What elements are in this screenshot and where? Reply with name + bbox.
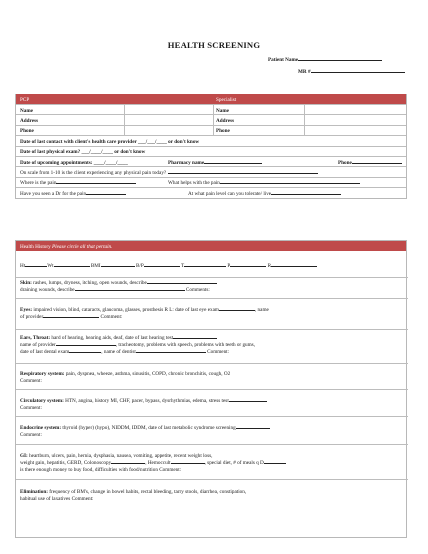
pharmacy-name-label: Pharmacy name xyxy=(168,160,262,166)
skin-block: Skin: rashes, lumps, dryness, itching, open wounds, describe draining wounds, describe Comments: xyxy=(20,280,404,294)
health-history-note: Please circle all that pertain. xyxy=(51,243,113,250)
endocrine-block: Endocrine system: thyroid (hyper) (hypo), NIDDM, IDDM, date of last metabolic syndrome screening Comment: xyxy=(20,425,404,439)
patient-name-row xyxy=(268,57,382,63)
last-physical-row xyxy=(16,146,406,156)
mr-field[interactable] xyxy=(311,72,405,73)
pain-dr-question: Have you seen a Dr for the pain xyxy=(20,191,126,197)
upcoming-appt-question: Date of upcoming appointments: ____/____/____ xyxy=(20,159,128,166)
elimination-block: Elimination: frequency of BM's, change in bowel habits, rectal bleeding, tarry stools, diarrhea, constipation, habitual use of laxatives Comment: xyxy=(20,489,247,503)
pain-where-question: Where is the pain xyxy=(20,180,136,186)
health-history-title: Health History xyxy=(20,243,51,250)
health-history-header xyxy=(16,241,406,251)
pcp-address-label: Address xyxy=(20,117,39,124)
eyes-block: Eyes: impaired vision, blind, cataracts, glaucoma, glasses, prosthesis R L: date of last eye exam , name of provider Comment: xyxy=(20,307,269,321)
name-row xyxy=(16,104,406,114)
patient-name-label: Patient Name xyxy=(268,57,299,63)
pharmacy-phone-label: Phone xyxy=(338,160,402,166)
last-physical-question: Date of last physical exam? ___/____/____ or don't know xyxy=(20,149,146,156)
contact-table-header xyxy=(16,94,406,104)
mr-label: MR # xyxy=(298,69,311,75)
patient-name-field[interactable] xyxy=(298,60,382,61)
specialist-phone-label: Phone xyxy=(216,128,230,135)
ears-block: Ears, Throat: hard of hearing, hearing aids, deaf, date of last hearing test name of provider , tracheotomy, problems with speech, problems with teeth or gums, date of last dental exam , name of dentist Comment: xyxy=(20,335,255,356)
gi-block: GI: heartburn, ulcers, pain, hernia, dysphasia, nausea, vomiting, appetite, recent weight loss, weight gain, hepatitis, GERD, Colonoscopy , Hemoccult , special diet, # of meals q D is there enough money to buy food, difficulties with food/nutrition Comment: xyxy=(20,453,404,475)
pcp-name-label: Name xyxy=(20,107,33,114)
pain-where-row xyxy=(16,177,406,187)
pain-helps-question: What helps with the pain xyxy=(168,180,360,186)
phone-row xyxy=(16,125,406,135)
contact-table xyxy=(15,94,407,199)
pain-dr-row xyxy=(16,187,406,197)
pcp-header: PCP xyxy=(20,96,30,103)
pain-tolerate-question: At what pain level can you tolerate/ live xyxy=(188,191,341,197)
upcoming-appt-row xyxy=(16,156,406,166)
last-contact-question: Date of last contact with client's health care provider ___/___/____ or don't know xyxy=(20,138,200,145)
respiratory-block: Respiratory system: pain, dyspnea, wheeze, asthma, sinusitis, COPD, chronic bronchitis, cough, O2 Comment: xyxy=(20,371,231,385)
last-contact-row xyxy=(16,135,406,145)
mr-row xyxy=(298,69,405,75)
vitals-row: Ht Wt BMI B/P T P R xyxy=(20,263,404,270)
circulatory-block: Circulatory system: HTN, angina, history MI, CHF, pacer, bypass, dysrhythmias, edema, stress test Comment: xyxy=(20,398,404,412)
health-history-section xyxy=(15,240,407,538)
page-title: HEALTH SCREENING xyxy=(167,40,261,50)
pain-scale-question: On scale from 1-10 is the client experiencing any physical pain today? xyxy=(20,170,318,176)
address-row xyxy=(16,114,406,124)
specialist-header: Specialist xyxy=(216,96,237,103)
pcp-phone-label: Phone xyxy=(20,128,34,135)
pain-scale-row xyxy=(16,166,406,176)
specialist-name-label: Name xyxy=(216,107,229,114)
specialist-address-label: Address xyxy=(216,117,235,124)
